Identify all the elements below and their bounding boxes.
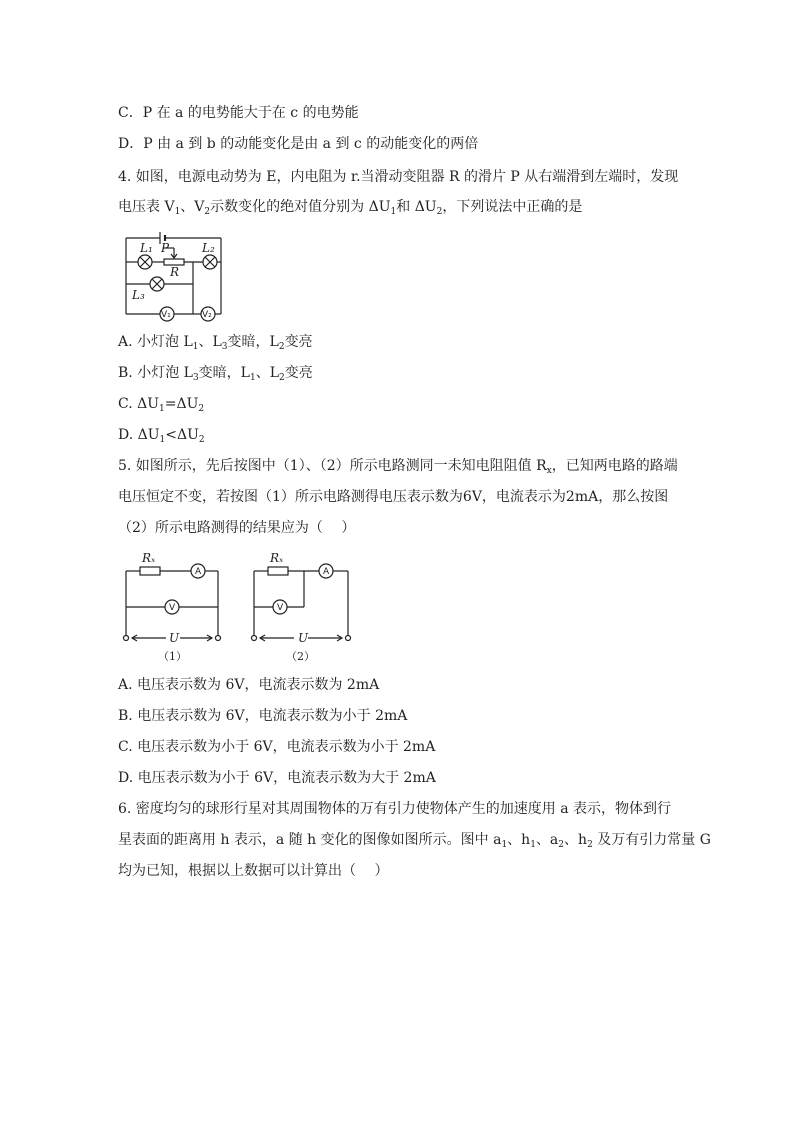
q4-option-b: B. 小灯泡 $L_3$变暗，$L_1$、$L_2$变亮 <box>118 365 313 383</box>
voltmeter-v1-label: V₁ <box>161 310 171 320</box>
q5-stem-line2: 电压恒定不变，若按图（1）所示电路测得电压表示数为6V，电流表示为2mA，那么按图 <box>118 489 669 505</box>
q4-option-c: C. $\Delta U_1=\Delta U_2$ <box>118 396 205 414</box>
q6-stem-line3: 均为已知，根据以上数据可以计算出（ ） <box>118 863 389 879</box>
fig5-2-u-label: U <box>298 631 309 645</box>
fig5-1-voltmeter: V <box>169 603 176 613</box>
circuit-figure-q5 <box>118 545 358 665</box>
label-l3: L₃ <box>132 288 145 302</box>
q5-option-d: D. 电压表示数为小于 6V，电流表示数为大于 2mA <box>118 770 436 786</box>
q6-stem-line2: 星表面的距离用 h 表示，a 随 h 变化的图像如图所示。图中 $a_1$、$h_1$、$a_2$、$h_2$ 及万有引力常量 G <box>118 832 711 850</box>
voltmeter-v2-label: V₂ <box>202 310 212 320</box>
fig5-1-rx-label: Rₓ <box>142 551 156 565</box>
q5-stem-line3: （2）所示电路测得的结果应为（ ） <box>118 520 356 536</box>
q5-stem-line1: 5. 如图所示，先后按图中（1）、（2）所示电路测同一未知电阻阻值 $R_x$，已知两电路的路端 <box>118 458 678 476</box>
q4-stem-line1: 4. 如图，电源电动势为 E，内电阻为 r.当滑动变阻器 R 的滑片 P 从右端滑到左端时，发现 <box>118 169 679 185</box>
label-p: P <box>161 241 170 255</box>
fig5-2-voltmeter: V <box>277 603 284 613</box>
circuit-figure-q4 <box>118 222 228 322</box>
q5-option-a: A. 电压表示数为 6V，电流表示数为 2mA <box>118 677 380 693</box>
fig5-1-ammeter: A <box>195 567 202 577</box>
label-l2: L₂ <box>202 241 215 255</box>
fig5-caption-2: （2） <box>286 650 315 663</box>
q5-option-c: C. 电压表示数为小于 6V，电流表示数为小于 2mA <box>118 739 436 755</box>
q4-stem-line2: 电压表 $V_1$、$V_2$示数变化的绝对值分别为 $\Delta U_1$和 $\Delta U_2$，下列说法中正确的是 <box>118 199 583 217</box>
q6-stem-line1: 6. 密度均匀的球形行星对其周围物体的万有引力使物体产生的加速度用 a 表示，物体到行 <box>118 801 672 817</box>
fig5-2-ammeter: A <box>323 567 330 577</box>
q3-option-d: D．P 由 a 到 b 的动能变化是由 a 到 c 的动能变化的两倍 <box>118 136 479 152</box>
label-r: R <box>170 265 180 279</box>
fig5-1-u-label: U <box>169 631 180 645</box>
q5-option-b: B. 电压表示数为 6V，电流表示数为小于 2mA <box>118 708 408 724</box>
q3-option-c: C．P 在 a 的电势能大于在 c 的电势能 <box>118 105 359 121</box>
q4-option-d: D. $\Delta U_1<\Delta U_2$ <box>118 427 205 445</box>
fig5-caption-1: （1） <box>158 650 187 663</box>
label-l1: L₁ <box>140 241 153 255</box>
fig5-2-rx-label: Rₓ <box>270 551 284 565</box>
q4-option-a: A. 小灯泡 $L_1$、$L_3$变暗，$L_2$变亮 <box>118 334 313 352</box>
